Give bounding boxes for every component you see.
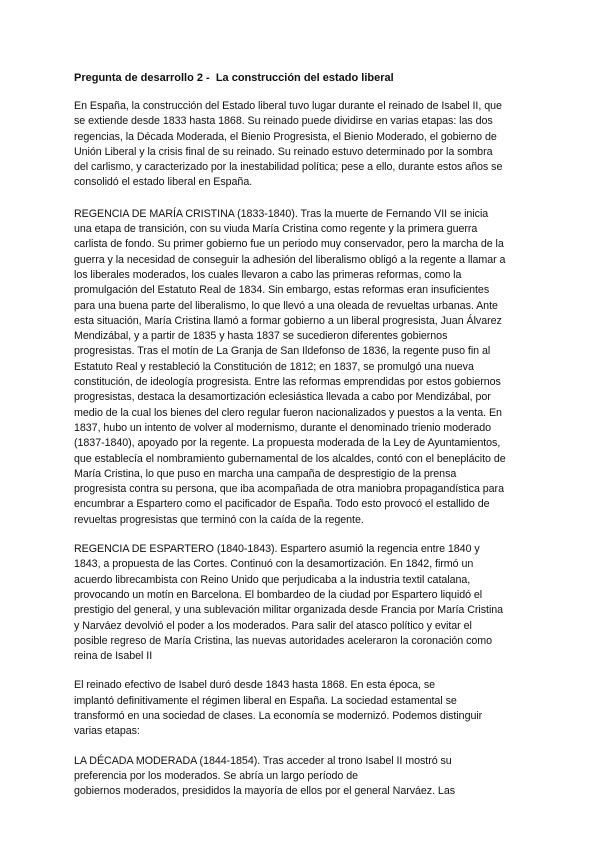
text-line: REGENCIA DE MARÍA CRISTINA (1833-1840). Tras la muerte de Fernando VII se inicia: [74, 207, 489, 220]
text-line: guerra y la necesidad de conseguir la adhesión del liberalismo obligó a la regente a llamar a: [74, 253, 506, 266]
text-line: María Cristina, lo que puso en marcha una campaña de desprestigio de la prensa: [74, 467, 457, 480]
text-line: REGENCIA DE ESPARTERO (1840-1843). Espartero asumió la regencia entre 1840 y: [74, 543, 480, 556]
text-line: varias etapas:: [74, 725, 140, 738]
text-line: Estatuto Real y restableció la Constitución de 1812; en 1837, se promulgó una nueva: [74, 360, 474, 373]
text-line: los liberales moderados, los cuales llevaron a cabo las primeras reformas, como la: [74, 268, 462, 281]
text-line: acuerdo librecambista con Reino Unido que perjudicaba a la industria textil catalana,: [74, 573, 471, 586]
text-line: (1837-1840), apoyado por la regente. La propuesta moderada de la Ley de Ayuntamientos,: [74, 437, 501, 450]
text-line: prestigio del general, y una sublevación militar organizada desde Francia por María Cristina: [74, 604, 504, 617]
paragraph-reinado-isabel: [74, 678, 529, 739]
text-line: progresistas, destaca la desamortización eclesiástica llevada a cabo por Mendizábal, por: [74, 391, 491, 404]
text-line: En España, la construcción del Estado liberal tuvo lugar durante el reinado de Isabel II, que: [74, 100, 502, 112]
text-line: encumbrar a Espartero como el pacificador de España. Todo esto provocó el estallido de: [74, 498, 490, 511]
text-line: posible regreso de María Cristina, las nuevas autoridades aceleraron la coronación como: [74, 634, 493, 647]
text-line: 1843, a propuesta de las Cortes. Continuó con la desamortización. En 1842, firmó un: [74, 558, 474, 571]
paragraph-decada-moderada: [74, 754, 529, 800]
text-line: Mendizábal, y a partir de 1835 y hasta 1837 se sucedieron diferentes gobiernos: [74, 330, 448, 343]
text-line: para una buena parte del liberalismo, lo que llevó a una oleada de revueltas urbanas. Ante: [74, 299, 498, 312]
text-line: esta situación, María Cristina llamó a formar gobierno a un liberal progresista, Juan Álvarez: [74, 314, 502, 327]
text-line: y Narváez devolvió el poder a los moderados. Para salir del atasco político y evitar el: [74, 619, 472, 632]
text-line: una etapa de transición, con su viuda María Cristina como regente y la primera guerra: [74, 223, 478, 236]
text-line: El reinado efectivo de Isabel duró desde 1843 hasta 1868. En esta época, se: [74, 679, 436, 692]
text-line: gobiernos moderados, presididos la mayoría de ellos por el general Narváez. Las: [74, 785, 456, 798]
text-line: transformó en una sociedad de clases. La economía se modernizó. Podemos distinguir: [74, 709, 483, 722]
text-line: del carlismo, y caracterizado por la inestabilidad política; pese a ello, durante estos años se: [74, 161, 503, 174]
paragraph-intro: [74, 99, 529, 191]
text-line: revueltas progresistas que terminó con la caída de la regente.: [74, 513, 364, 526]
text-line: promulgación del Estatuto Real de 1834. Sin embargo, estas reformas eran insuficientes: [74, 284, 490, 297]
paragraph-regencia-espartero: [74, 542, 529, 664]
text-line: regencias, la Década Moderada, el Bienio Progresista, el Bienio Moderado, el gobierno de: [74, 130, 497, 143]
text-line: Unión Liberal y la crisis final de su reinado. Su reinado estuvo determinado por la sombra: [74, 145, 493, 158]
text-line: reina de Isabel II: [74, 650, 153, 663]
text-line: LA DÉCADA MODERADA (1844-1854). Tras acceder al trono Isabel II mostró su: [74, 754, 452, 767]
text-line: carlista de fondo. Su primer gobierno fue un periodo muy conservador, pero la marcha de la: [74, 238, 504, 251]
text-line: progresista contra su persona, que iba acompañada de otra maniobra propagandística para: [74, 483, 504, 496]
text-line: medio de la cual los bienes del clero regular fueron nacionalizados y puestos a la venta. En: [74, 406, 502, 419]
document-body: [74, 71, 529, 813]
text-line: se extiende desde 1833 hasta 1868. Su reinado puede dividirse en varias etapas: las dos: [74, 115, 493, 128]
text-line: provocando un motín en Barcelona. El bombardeo de la ciudad por Espartero liquidó el: [74, 588, 483, 601]
text-line: constitución, de ideología progresista. Entre las reformas emprendidas por estos gobiernos: [74, 376, 501, 389]
text-line: que establecía el nombramiento gubernamental de los alcaldes, contó con el beneplácito de: [74, 452, 506, 465]
text-line: progresistas. Tras el motín de La Granja de San Ildefonso de 1836, la regente puso fin al: [74, 345, 491, 358]
paragraph-regencia-maria-cristina: [74, 207, 529, 528]
text-line: implantó definitivamente el régimen liberal en España. La sociedad estamental se: [74, 694, 457, 707]
text-line: 1837, hubo un intento de volver al modernismo, durante el denominado trienio moderado: [74, 421, 491, 434]
text-line: preferencia por los moderados. Se abría un largo período de: [74, 769, 359, 782]
text-line: consolidó el estado liberal en España.: [74, 176, 253, 189]
document-title: Pregunta de desarrollo 2 - La construcción del estado liberal: [74, 72, 394, 84]
